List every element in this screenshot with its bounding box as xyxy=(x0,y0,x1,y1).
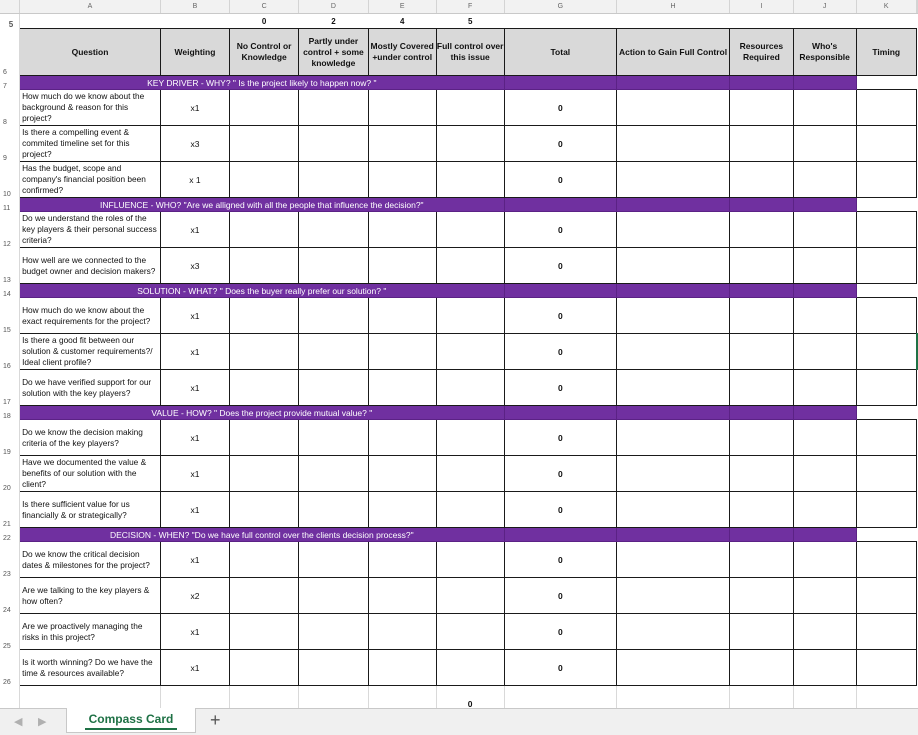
score-cell[interactable] xyxy=(299,162,368,198)
row-number[interactable]: 10 xyxy=(0,162,20,198)
total-cell[interactable]: 0 xyxy=(504,298,617,334)
total-cell[interactable]: 0 xyxy=(504,456,617,492)
input-cell[interactable] xyxy=(729,492,793,528)
score-cell[interactable] xyxy=(368,298,436,334)
input-cell[interactable] xyxy=(617,334,730,370)
weighting-cell[interactable]: x1 xyxy=(160,90,229,126)
score-cell[interactable] xyxy=(436,492,504,528)
input-cell[interactable] xyxy=(729,456,793,492)
section-cell[interactable] xyxy=(617,528,730,542)
question-row xyxy=(0,578,918,614)
question-cell[interactable]: Do we understand the roles of the key players & their personal success criteria? xyxy=(20,212,161,248)
question-cell[interactable]: How much do we know about the background & reason for this project? xyxy=(20,90,161,126)
score-row xyxy=(0,14,918,29)
input-cell[interactable] xyxy=(729,614,793,650)
cell[interactable] xyxy=(917,14,918,29)
question-cell[interactable]: Have we documented the value & benefits of our solution with the client? xyxy=(20,456,161,492)
score-cell[interactable] xyxy=(229,298,298,334)
input-cell[interactable] xyxy=(617,162,730,198)
column-header-e[interactable]: E xyxy=(368,0,436,14)
score-e[interactable]: 4 xyxy=(399,16,405,26)
score-cell[interactable] xyxy=(436,370,504,406)
score-cell[interactable] xyxy=(368,456,436,492)
section-cell[interactable] xyxy=(504,76,617,90)
score-cell[interactable] xyxy=(299,650,368,686)
row-number[interactable]: 19 xyxy=(0,420,20,456)
cell[interactable] xyxy=(856,14,917,29)
question-row xyxy=(0,334,918,370)
section-cell[interactable] xyxy=(504,284,617,298)
question-cell[interactable]: Is there a good fit between our solution & customer requirements?/ Ideal client profile? xyxy=(20,334,161,370)
section-cell[interactable] xyxy=(729,198,793,212)
input-cell[interactable] xyxy=(729,542,793,578)
weighting-cell[interactable]: x1 xyxy=(160,542,229,578)
column-header-c[interactable]: C xyxy=(229,0,298,14)
input-cell[interactable] xyxy=(617,578,730,614)
question-cell[interactable]: How much do we know about the exact requirements for the project? xyxy=(20,298,161,334)
total-cell[interactable]: 0 xyxy=(504,614,617,650)
sheet-tab-compass-card[interactable]: Compass Card xyxy=(66,708,196,733)
cell[interactable] xyxy=(20,14,161,29)
score-cell[interactable] xyxy=(436,456,504,492)
input-cell[interactable] xyxy=(729,334,793,370)
input-cell[interactable] xyxy=(856,578,917,614)
input-cell[interactable] xyxy=(729,298,793,334)
score-cell[interactable] xyxy=(229,420,298,456)
score-cell[interactable] xyxy=(368,370,436,406)
input-cell[interactable] xyxy=(793,334,856,370)
total-cell[interactable]: 0 xyxy=(504,492,617,528)
cell[interactable] xyxy=(793,14,856,29)
column-header-b[interactable]: B xyxy=(160,0,229,14)
question-row xyxy=(0,212,918,248)
header-f[interactable]: Full control over this issue xyxy=(436,29,504,76)
input-cell[interactable] xyxy=(617,370,730,406)
question-row xyxy=(0,162,918,198)
input-cell[interactable] xyxy=(793,298,856,334)
score-cell[interactable] xyxy=(436,650,504,686)
score-cell[interactable] xyxy=(436,334,504,370)
cell[interactable] xyxy=(504,14,617,29)
header-total[interactable]: Total xyxy=(504,29,617,76)
input-cell[interactable] xyxy=(856,492,917,528)
score-cell[interactable] xyxy=(436,212,504,248)
question-row xyxy=(0,90,918,126)
weighting-cell[interactable]: x1 xyxy=(160,212,229,248)
section-row xyxy=(0,284,918,298)
section-cell[interactable] xyxy=(729,284,793,298)
row-number[interactable]: 6 xyxy=(0,29,20,76)
header-e[interactable]: Mostly Covered +under control xyxy=(368,29,436,76)
score-f[interactable]: 5 xyxy=(467,16,473,26)
input-cell[interactable] xyxy=(617,212,730,248)
row-number[interactable]: 18 xyxy=(0,406,20,420)
weighting-cell[interactable]: x1 xyxy=(160,334,229,370)
score-cell[interactable] xyxy=(368,578,436,614)
score-cell[interactable] xyxy=(229,126,298,162)
row-number[interactable]: 23 xyxy=(0,542,20,578)
input-cell[interactable] xyxy=(729,578,793,614)
section-cell[interactable] xyxy=(504,406,617,420)
cell[interactable] xyxy=(793,686,856,709)
header-row xyxy=(0,29,918,76)
cell[interactable] xyxy=(160,686,229,709)
section-cell[interactable] xyxy=(617,76,730,90)
section-row xyxy=(0,406,918,420)
input-cell[interactable] xyxy=(793,90,856,126)
header-who[interactable]: Who's Responsible xyxy=(793,29,856,76)
score-cell[interactable] xyxy=(229,578,298,614)
score-cell[interactable] xyxy=(299,370,368,406)
input-cell[interactable] xyxy=(793,212,856,248)
score-cell[interactable] xyxy=(368,542,436,578)
score-cell[interactable] xyxy=(368,420,436,456)
total-cell[interactable]: 0 xyxy=(504,578,617,614)
input-cell[interactable] xyxy=(856,126,917,162)
section-cell[interactable] xyxy=(729,528,793,542)
input-cell[interactable] xyxy=(856,212,917,248)
row-number[interactable] xyxy=(0,686,20,709)
cell[interactable] xyxy=(299,686,368,709)
question-cell[interactable]: Is there sufficient value for us financially & or strategically? xyxy=(20,492,161,528)
input-cell[interactable] xyxy=(793,578,856,614)
question-cell[interactable]: Is there a compelling event & commited timeline set for this project? xyxy=(20,126,161,162)
question-row xyxy=(0,456,918,492)
section-row xyxy=(0,528,918,542)
total-cell[interactable]: 0 xyxy=(504,248,617,284)
score-cell[interactable] xyxy=(299,298,368,334)
input-cell[interactable] xyxy=(793,248,856,284)
cell[interactable] xyxy=(504,686,617,709)
question-row xyxy=(0,370,918,406)
header-action[interactable]: Action to Gain Full Control xyxy=(617,29,730,76)
score-cell[interactable] xyxy=(436,162,504,198)
row-number[interactable]: 13 xyxy=(0,248,20,284)
header-d[interactable]: Partly under control + some knowledge xyxy=(299,29,368,76)
score-cell[interactable] xyxy=(368,126,436,162)
weighting-cell[interactable]: x2 xyxy=(160,578,229,614)
grand-total-row xyxy=(0,686,918,709)
cell[interactable] xyxy=(368,686,436,709)
cell[interactable] xyxy=(617,686,730,709)
question-cell[interactable]: Are we proactively managing the risks in this project? xyxy=(20,614,161,650)
question-cell[interactable]: Do we have verified support for our solution with the key players? xyxy=(20,370,161,406)
column-header-j[interactable]: J xyxy=(793,0,856,14)
score-cell[interactable] xyxy=(436,126,504,162)
row-number[interactable]: 22 xyxy=(0,528,20,542)
input-cell[interactable] xyxy=(729,212,793,248)
section-cell[interactable] xyxy=(729,406,793,420)
question-cell[interactable]: Do we know the decision making criteria of the key players? xyxy=(20,420,161,456)
row-number[interactable]: 9 xyxy=(0,126,20,162)
section-cell[interactable] xyxy=(729,76,793,90)
row-number[interactable]: 7 xyxy=(0,76,20,90)
weighting-cell[interactable]: x1 xyxy=(160,492,229,528)
section-cell[interactable] xyxy=(504,528,617,542)
section-cell[interactable] xyxy=(617,406,730,420)
input-cell[interactable] xyxy=(729,370,793,406)
score-cell[interactable] xyxy=(368,334,436,370)
input-cell[interactable] xyxy=(793,162,856,198)
score-cell[interactable] xyxy=(299,578,368,614)
row-number[interactable]: 8 xyxy=(0,90,20,126)
column-header-k[interactable]: K xyxy=(856,0,917,14)
input-cell[interactable] xyxy=(793,126,856,162)
input-cell[interactable] xyxy=(617,492,730,528)
input-cell[interactable] xyxy=(729,126,793,162)
weighting-cell[interactable]: x1 xyxy=(160,614,229,650)
cell[interactable] xyxy=(20,686,161,709)
grand-total-cell[interactable]: 0 xyxy=(436,686,504,709)
input-cell[interactable] xyxy=(729,650,793,686)
question-row xyxy=(0,126,918,162)
cell[interactable] xyxy=(160,14,229,29)
question-row xyxy=(0,650,918,686)
row-number[interactable]: 25 xyxy=(0,614,20,650)
weighting-cell[interactable]: x1 xyxy=(160,298,229,334)
row-number[interactable]: 24 xyxy=(0,578,20,614)
input-cell[interactable] xyxy=(856,456,917,492)
column-header-g[interactable]: G xyxy=(504,0,617,14)
score-cell[interactable] xyxy=(229,334,298,370)
total-cell[interactable]: 0 xyxy=(504,370,617,406)
score-cell[interactable] xyxy=(229,370,298,406)
cell[interactable] xyxy=(729,14,793,29)
column-header-row xyxy=(0,0,918,14)
input-cell[interactable] xyxy=(856,162,917,198)
corner-cell[interactable] xyxy=(0,0,20,14)
section-row xyxy=(0,198,918,212)
input-cell[interactable] xyxy=(729,162,793,198)
score-cell[interactable] xyxy=(368,212,436,248)
total-cell[interactable]: 0 xyxy=(504,420,617,456)
input-cell[interactable] xyxy=(793,420,856,456)
question-cell[interactable]: How well are we connected to the budget owner and decision makers? xyxy=(20,248,161,284)
section-cell[interactable] xyxy=(617,198,730,212)
score-cell[interactable] xyxy=(436,298,504,334)
row-number[interactable]: 15 xyxy=(0,298,20,334)
total-cell[interactable]: 0 xyxy=(504,212,617,248)
weighting-cell[interactable]: x 1 xyxy=(160,162,229,198)
input-cell[interactable] xyxy=(729,420,793,456)
input-cell[interactable] xyxy=(793,492,856,528)
score-cell[interactable] xyxy=(299,542,368,578)
score-d[interactable]: 2 xyxy=(331,16,336,26)
cell[interactable] xyxy=(229,686,298,709)
score-cell[interactable] xyxy=(368,492,436,528)
section-title[interactable]: DECISION - WHEN? "Do we have full control over the clients decision process?" xyxy=(20,528,504,542)
row-number[interactable]: 11 xyxy=(0,198,20,212)
section-title[interactable]: INFLUENCE - WHO? "Are we alligned with all the people that influence the decision?" xyxy=(20,198,504,212)
header-question[interactable]: Question xyxy=(20,29,161,76)
section-cell[interactable] xyxy=(793,528,856,542)
question-row xyxy=(0,614,918,650)
cell[interactable] xyxy=(729,686,793,709)
section-row xyxy=(0,76,918,90)
score-cell[interactable] xyxy=(299,334,368,370)
column-header-i[interactable]: I xyxy=(729,0,793,14)
score-cell[interactable] xyxy=(229,614,298,650)
score-cell[interactable] xyxy=(368,162,436,198)
section-title[interactable]: VALUE - HOW? " Does the project provide mutual value? " xyxy=(20,406,504,420)
score-cell[interactable] xyxy=(229,248,298,284)
column-header-a[interactable]: A xyxy=(20,0,161,14)
score-cell[interactable] xyxy=(299,614,368,650)
score-cell[interactable] xyxy=(436,248,504,284)
question-cell[interactable]: Has the budget, scope and company's financial position been confirmed? xyxy=(20,162,161,198)
input-cell[interactable] xyxy=(793,650,856,686)
row-number[interactable]: 16 xyxy=(0,334,20,370)
weighting-cell[interactable]: x1 xyxy=(160,456,229,492)
question-cell[interactable]: Do we know the critical decision dates & milestones for the project? xyxy=(20,542,161,578)
cell[interactable] xyxy=(617,14,730,29)
column-header-d[interactable]: D xyxy=(299,0,368,14)
score-cell[interactable] xyxy=(229,212,298,248)
score-cell[interactable] xyxy=(368,650,436,686)
score-cell[interactable] xyxy=(436,578,504,614)
total-cell[interactable]: 0 xyxy=(504,126,617,162)
sheet-tab-bar xyxy=(0,708,918,735)
question-row xyxy=(0,542,918,578)
score-cell[interactable] xyxy=(299,90,368,126)
question-row xyxy=(0,298,918,334)
input-cell[interactable] xyxy=(793,614,856,650)
column-header-h[interactable]: H xyxy=(617,0,730,14)
weighting-cell[interactable]: x3 xyxy=(160,126,229,162)
row-number[interactable]: 5 xyxy=(0,14,20,29)
section-cell[interactable] xyxy=(617,284,730,298)
header-weighting[interactable]: Weighting xyxy=(160,29,229,76)
input-cell[interactable] xyxy=(617,298,730,334)
input-cell[interactable] xyxy=(617,126,730,162)
section-cell[interactable] xyxy=(793,198,856,212)
score-c[interactable]: 0 xyxy=(261,16,267,26)
total-cell[interactable]: 0 xyxy=(504,334,617,370)
input-cell[interactable] xyxy=(856,334,917,370)
column-header-extra xyxy=(917,0,918,14)
weighting-cell[interactable]: x1 xyxy=(160,420,229,456)
section-cell[interactable] xyxy=(793,406,856,420)
weighting-cell[interactable]: x1 xyxy=(160,650,229,686)
score-cell[interactable] xyxy=(299,420,368,456)
question-cell[interactable]: Are we talking to the key players & how often? xyxy=(20,578,161,614)
row-number[interactable]: 20 xyxy=(0,456,20,492)
row-number[interactable]: 17 xyxy=(0,370,20,406)
total-cell[interactable]: 0 xyxy=(504,650,617,686)
input-cell[interactable] xyxy=(729,248,793,284)
score-cell[interactable] xyxy=(299,456,368,492)
total-cell[interactable]: 0 xyxy=(504,90,617,126)
scroll-tabs-left-icon[interactable]: ◀ xyxy=(14,716,23,728)
section-title[interactable]: KEY DRIVER - WHY? " Is the project likely to happen now? " xyxy=(20,76,504,90)
header-timing[interactable]: Timing xyxy=(856,29,917,76)
row-number[interactable]: 26 xyxy=(0,650,20,686)
score-cell[interactable] xyxy=(368,248,436,284)
input-cell[interactable] xyxy=(617,248,730,284)
input-cell[interactable] xyxy=(856,90,917,126)
score-cell[interactable] xyxy=(436,614,504,650)
input-cell[interactable] xyxy=(729,90,793,126)
score-cell[interactable] xyxy=(436,542,504,578)
input-cell[interactable] xyxy=(617,542,730,578)
question-row xyxy=(0,248,918,284)
row-number[interactable]: 14 xyxy=(0,284,20,298)
score-cell[interactable] xyxy=(299,212,368,248)
input-cell[interactable] xyxy=(856,650,917,686)
score-cell[interactable] xyxy=(229,542,298,578)
input-cell[interactable] xyxy=(856,248,917,284)
row-number[interactable]: 12 xyxy=(0,212,20,248)
input-cell[interactable] xyxy=(617,650,730,686)
input-cell[interactable] xyxy=(793,370,856,406)
score-cell[interactable] xyxy=(299,126,368,162)
add-sheet-button[interactable]: + xyxy=(210,710,221,730)
score-cell[interactable] xyxy=(229,492,298,528)
score-cell[interactable] xyxy=(299,248,368,284)
row-number[interactable]: 21 xyxy=(0,492,20,528)
score-cell[interactable] xyxy=(368,90,436,126)
scroll-tabs-right-icon[interactable]: ▶ xyxy=(38,716,47,728)
input-cell[interactable] xyxy=(617,614,730,650)
input-cell[interactable] xyxy=(793,542,856,578)
column-header-f[interactable]: F xyxy=(436,0,504,14)
score-cell[interactable] xyxy=(436,420,504,456)
question-cell[interactable]: Is it worth winning? Do we have the time & resources available? xyxy=(20,650,161,686)
input-cell[interactable] xyxy=(856,614,917,650)
weighting-cell[interactable]: x1 xyxy=(160,370,229,406)
input-cell[interactable] xyxy=(617,90,730,126)
score-cell[interactable] xyxy=(368,614,436,650)
input-cell[interactable] xyxy=(617,456,730,492)
score-cell[interactable] xyxy=(229,90,298,126)
section-cell[interactable] xyxy=(793,284,856,298)
section-cell[interactable] xyxy=(793,76,856,90)
input-cell[interactable] xyxy=(617,420,730,456)
score-cell[interactable] xyxy=(229,650,298,686)
input-cell[interactable] xyxy=(856,420,917,456)
score-cell[interactable] xyxy=(229,456,298,492)
score-cell[interactable] xyxy=(229,162,298,198)
header-c[interactable]: No Control or Knowledge xyxy=(229,29,298,76)
input-cell[interactable] xyxy=(856,298,917,334)
input-cell[interactable] xyxy=(856,370,917,406)
question-row xyxy=(0,420,918,456)
total-cell[interactable]: 0 xyxy=(504,162,617,198)
section-cell[interactable] xyxy=(504,198,617,212)
weighting-cell[interactable]: x3 xyxy=(160,248,229,284)
total-cell[interactable]: 0 xyxy=(504,542,617,578)
header-resources[interactable]: Resources Required xyxy=(729,29,793,76)
input-cell[interactable] xyxy=(856,542,917,578)
question-row xyxy=(0,492,918,528)
input-cell[interactable] xyxy=(793,456,856,492)
score-cell[interactable] xyxy=(299,492,368,528)
score-cell[interactable] xyxy=(436,90,504,126)
section-title[interactable]: SOLUTION - WHAT? " Does the buyer really prefer our solution? " xyxy=(20,284,504,298)
